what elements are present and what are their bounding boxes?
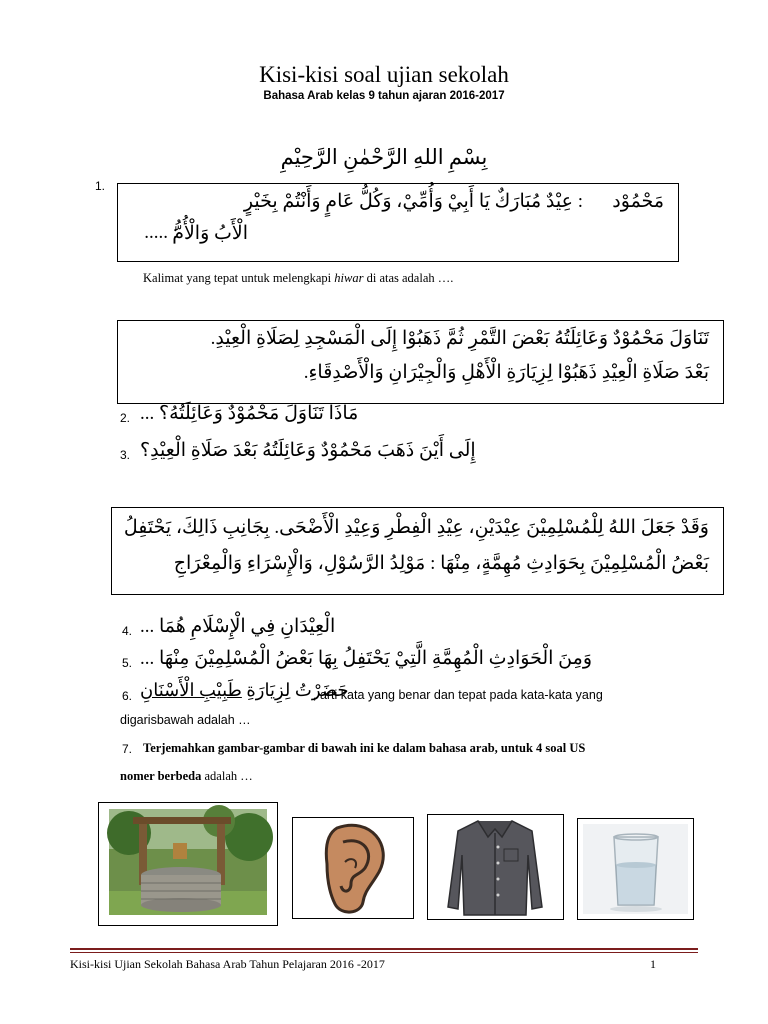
page-subtitle: Bahasa Arab kelas 9 tahun ajaran 2016-2017 <box>263 90 505 102</box>
question-7-number: 7. <box>122 742 133 756</box>
speaker-2: الْأَبُ وَالْأُمُّ <box>172 223 248 244</box>
well-image <box>98 802 278 926</box>
dialog-box <box>117 183 679 262</box>
basmala: بِسْمِ اللهِ الرَّحْمٰنِ الرَّحِيْمِ <box>280 145 488 169</box>
question-2-number: 2. <box>120 411 131 425</box>
q6-arabic-underlined: طَبِيْبِ الْأَسْنَانِ <box>140 680 242 700</box>
passage-1-line-2: بَعْدَ صَلَاةِ الْعِيْدِ ذَهَبُوْا لِزِيَارَةِ الْأَهْلِ وَالْجِيْرَانِ وَالْأَصْدِقَاءِ. <box>303 362 709 383</box>
passage-2-box <box>111 507 724 595</box>
page-number: 1 <box>650 957 656 971</box>
caption-italic: hiwar <box>334 271 364 285</box>
ear-image <box>292 817 414 919</box>
question-2-text: مَاذَا تَنَاوَلَ مَحْمُوْدٌ وَعَائِلَتُهُ؟ ... <box>140 403 359 424</box>
question-6-number: 6. <box>122 689 133 703</box>
shirt-icon <box>428 815 563 919</box>
question-4-number: 4. <box>122 624 133 638</box>
question-4-text: الْعِيْدَانِ فِي الْإِسْلَامِ هُمَا ... <box>140 616 336 637</box>
well-icon <box>99 803 277 925</box>
footer-rule-thin <box>70 952 698 953</box>
question-7-line-2 <box>120 769 253 784</box>
caption-after: di atas adalah …. <box>366 271 454 285</box>
q6-arabic-plain: حَضَرْتُ لِزِيَارَةِ <box>246 680 349 700</box>
dialog-text-1: : عِيْدٌ مُبَارَكٌ يَا أَبِيْ وَأُمِّيْ، وَكُلُّ عَامٍ وَأَنْتُمْ بِخَيْرٍ <box>243 191 583 212</box>
speaker-1: مَحْمُوْد <box>612 191 664 212</box>
passage-2-line-1: وَقَدْ جَعَلَ اللهُ لِلْمُسْلِمِيْنَ عِيْدَيْنِ، عِيْدِ الْفِطْرِ وَعِيْدِ الْأَضْحَى. بِجَانِبِ ذَالِكَ، يَحْتَفِلُ <box>123 517 709 538</box>
glass-image <box>577 818 694 920</box>
question-5-number: 5. <box>122 656 133 670</box>
ear-icon <box>293 818 413 918</box>
dialog-text-2: : ..... <box>144 222 178 243</box>
shirt-image <box>427 814 564 920</box>
passage-1-box <box>117 320 724 404</box>
footer-text: Kisi-kisi Ujian Sekolah Bahasa Arab Tahun Pelajaran 2016 -2017 <box>70 957 385 971</box>
question-1-caption <box>143 271 453 286</box>
caption-before: Kalimat yang tepat untuk melengkapi <box>143 271 332 285</box>
q7-plain-part: adalah … <box>204 769 253 783</box>
question-6-text-line-1: , arti kata yang benar dan tepat pada kata-kata yang <box>313 688 603 702</box>
glass-icon <box>578 819 693 919</box>
question-3-number: 3. <box>120 448 131 462</box>
question-6-text-line-2: digarisbawah adalah … <box>120 713 251 727</box>
page-title: Kisi-kisi soal ujian sekolah <box>259 62 509 87</box>
q7-bold-part: nomer berbeda <box>120 769 202 783</box>
question-1-number: 1. <box>95 179 106 193</box>
question-5-text: وَمِنَ الْحَوَادِثِ الْمُهِمَّةِ الَّتِيْ يَحْتَفِلُ بِهَا بَعْضُ الْمُسْلِمِيْنَ مِنْهَا ... <box>140 648 592 669</box>
passage-2-line-2: بَعْضُ الْمُسْلِمِيْنَ بِحَوَادِثِ مُهِمَّةٍ، مِنْهَا : مَوْلِدُ الرَّسُوْلِ، وَالْإِسْرَاءِ وَالْمِعْرَاجِ <box>173 553 709 574</box>
question-3-text: إِلَى أَيْنَ ذَهَبَ مَحْمُوْدٌ وَعَائِلَتُهُ بَعْدَ صَلَاةِ الْعِيْدِ؟ <box>140 440 476 461</box>
question-7-line-1: Terjemahkan gambar-gambar di bawah ini ke dalam bahasa arab, untuk 4 soal US <box>143 741 586 755</box>
passage-1-line-1: تَنَاوَلَ مَحْمُوْدٌ وَعَائِلَتُهُ بَعْضَ التَّمْرِ ثُمَّ ذَهَبُوْا إِلَى الْمَسْجِدِ لِصَلَاةِ الْعِيْدِ. <box>210 328 709 349</box>
footer-rule-thick <box>70 948 698 950</box>
